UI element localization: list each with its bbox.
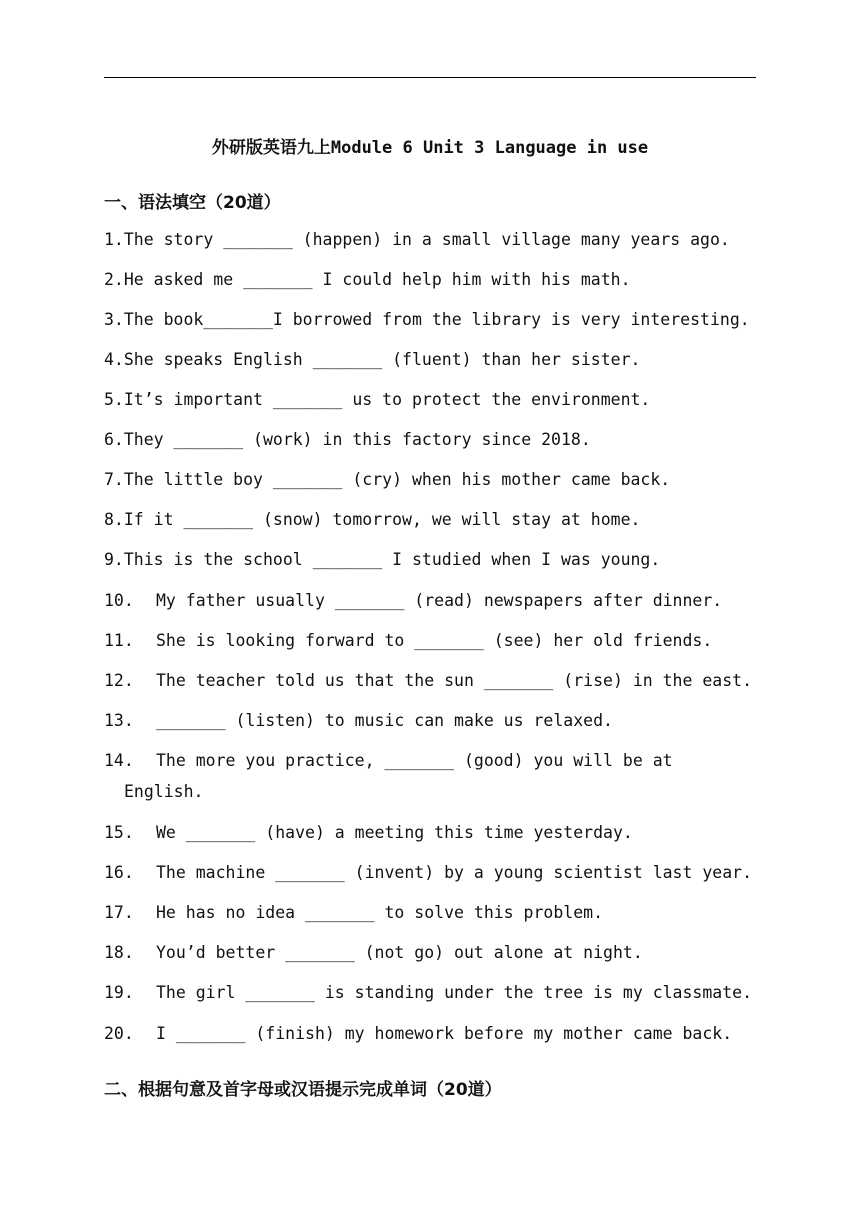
question-text: The book_______I borrowed from the library is very interesting. [123,310,750,329]
question-item [104,544,764,575]
question-text: She speaks English _______ (fluent) than her sister. [123,350,641,369]
section-heading-grammar: 一、语法填空（20道） [104,193,281,213]
question-item [104,384,764,415]
question-item [104,817,764,848]
question-number: 2. [104,270,124,289]
question-item [104,665,764,696]
question-text: The machine _______ (invent) by a young scientist last year. [156,863,753,882]
question-text: She is looking forward to _______ (see) her old friends. [156,631,713,650]
question-text: He has no idea _______ to solve this problem. [156,903,604,922]
question-text: _______ (listen) to music can make us relaxed. [156,711,613,730]
question-text: The more you practice, _______ (good) you will be at [156,751,673,770]
question-text: The story _______ (happen) in a small village many years ago. [123,230,730,249]
question-number: 10. [104,591,134,610]
question-item [104,625,764,656]
question-number: 4. [104,350,124,369]
question-text: The girl _______ is standing under the tree is my classmate. [156,983,753,1002]
question-number: 3. [104,310,124,329]
page-title: 外研版英语九上Module 6 Unit 3 Language in use [211,138,649,158]
question-item [104,585,764,616]
question-item [104,504,764,535]
question-number: 11. [104,631,134,650]
question-text: If it _______ (snow) tomorrow, we will stay at home. [123,510,641,529]
question-number: 9. [104,550,124,569]
header-rule [104,77,756,78]
question-text: The teacher told us that the sun _______ (rise) in the east. [156,671,753,690]
question-item [104,424,764,455]
question-item [104,857,764,888]
question-item [104,464,764,495]
question-text: It’s important _______ us to protect the environment. [123,390,651,409]
question-text: My father usually _______ (read) newspapers after dinner. [156,591,723,610]
question-text: The little boy _______ (cry) when his mother came back. [123,470,671,489]
question-item [104,344,764,375]
question-item [104,897,764,928]
question-number: 8. [104,510,124,529]
question-item [104,1018,764,1049]
question-item [104,304,764,335]
question-text: He asked me _______ I could help him with his math. [123,270,631,289]
question-item [104,937,764,968]
question-text: This is the school _______ I studied when I was young. [123,550,661,569]
question-number: 16. [104,863,134,882]
question-number: 12. [104,671,134,690]
question-text: They _______ (work) in this factory since 2018. [123,430,591,449]
question-text: We _______ (have) a meeting this time yesterday. [156,823,633,842]
question-continuation: English. [124,782,204,801]
question-number: 14. [104,751,134,770]
question-number: 19. [104,983,134,1002]
question-number: 6. [104,430,124,449]
question-item [104,224,764,255]
question-number: 13. [104,711,134,730]
question-number: 18. [104,943,134,962]
question-number: 15. [104,823,134,842]
section-heading-vocabulary: 二、根据句意及首字母或汉语提示完成单词（20道） [104,1080,502,1100]
question-number: 1. [104,230,124,249]
question-item [104,264,764,295]
question-number: 20. [104,1024,134,1043]
question-item [104,745,764,776]
question-item [104,705,764,736]
question-text: I _______ (finish) my homework before my mother came back. [156,1024,733,1043]
question-item [104,977,764,1008]
question-text: You’d better _______ (not go) out alone at night. [156,943,643,962]
question-number: 17. [104,903,134,922]
question-number: 5. [104,390,124,409]
question-number: 7. [104,470,124,489]
